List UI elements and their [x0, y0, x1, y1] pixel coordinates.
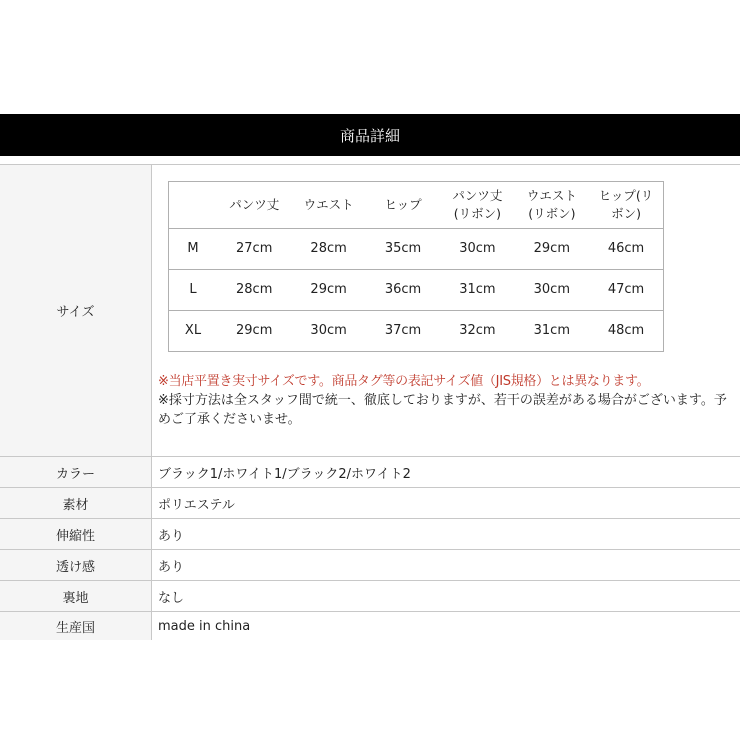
spec-label-material: 素材	[0, 488, 152, 519]
size-chart-col-4: ウエスト (リボン)	[515, 182, 589, 229]
size-notes	[158, 372, 740, 429]
section-header	[0, 114, 740, 156]
spec-value-color: ブラック1/ホワイト1/ブラック2/ホワイト2	[152, 457, 740, 488]
size-chart-cell: 35cm	[366, 229, 440, 270]
spec-label-size: サイズ	[0, 165, 152, 457]
spec-label-stretch: 伸縮性	[0, 519, 152, 550]
size-chart-cell: 32cm	[440, 311, 514, 352]
size-chart-cell: 46cm	[589, 229, 663, 270]
spec-row-size	[0, 165, 740, 457]
size-chart-corner	[169, 182, 218, 229]
size-chart-cell: 29cm	[291, 270, 365, 311]
spec-label-origin: 生産国	[0, 612, 152, 641]
size-chart-col-1: ウエスト	[291, 182, 365, 229]
size-chart-col-5: ヒップ(リ ボン)	[589, 182, 663, 229]
size-chart-row-xl	[169, 311, 664, 352]
spec-value-sheerness: あり	[152, 550, 740, 581]
spec-value-stretch: あり	[152, 519, 740, 550]
spec-row-stretch	[0, 519, 740, 550]
spec-row-sheerness	[0, 550, 740, 581]
spec-value-size	[152, 165, 740, 457]
size-chart-table	[168, 181, 664, 352]
size-chart-cell: 31cm	[440, 270, 514, 311]
spec-label-sheerness: 透け感	[0, 550, 152, 581]
spec-value-lining: なし	[152, 581, 740, 612]
size-chart-cell: 30cm	[291, 311, 365, 352]
spec-value-origin: made in china	[152, 612, 740, 641]
size-chart-cell: 47cm	[589, 270, 663, 311]
size-chart-cell: 48cm	[589, 311, 663, 352]
size-chart-cell: 27cm	[217, 229, 291, 270]
spec-row-material	[0, 488, 740, 519]
spec-value-material: ポリエステル	[152, 488, 740, 519]
size-chart-header-row	[169, 182, 664, 229]
size-chart-size-label: XL	[169, 311, 218, 352]
size-chart-cell: 28cm	[291, 229, 365, 270]
size-chart-row-l	[169, 270, 664, 311]
spec-label-lining: 裏地	[0, 581, 152, 612]
product-spec-table	[0, 164, 740, 640]
size-chart-col-2: ヒップ	[366, 182, 440, 229]
size-chart-cell: 29cm	[217, 311, 291, 352]
size-chart-cell: 28cm	[217, 270, 291, 311]
spec-row-origin	[0, 612, 740, 641]
spec-label-color: カラー	[0, 457, 152, 488]
section-title: 商品詳細	[339, 126, 400, 145]
size-chart-size-label: L	[169, 270, 218, 311]
size-chart-row-m	[169, 229, 664, 270]
spec-row-color	[0, 457, 740, 488]
size-chart-cell: 31cm	[515, 311, 589, 352]
size-chart-cell: 36cm	[366, 270, 440, 311]
size-chart-size-label: M	[169, 229, 218, 270]
size-chart-cell: 30cm	[515, 270, 589, 311]
size-chart-col-0: パンツ丈	[217, 182, 291, 229]
size-chart-cell: 30cm	[440, 229, 514, 270]
size-chart-col-3: パンツ丈 (リボン)	[440, 182, 514, 229]
size-chart-cell: 29cm	[515, 229, 589, 270]
size-note-measurement: ※採寸方法は全スタッフ間で統一、徹底しておりますが、若干の誤差がある場合がございます。予めご了承くださいませ。	[158, 393, 727, 427]
size-chart-cell: 37cm	[366, 311, 440, 352]
size-note-warning: ※当店平置き実寸サイズです。商品タグ等の表記サイズ値（JIS規格）とは異なります。	[158, 374, 650, 389]
spec-row-lining	[0, 581, 740, 612]
